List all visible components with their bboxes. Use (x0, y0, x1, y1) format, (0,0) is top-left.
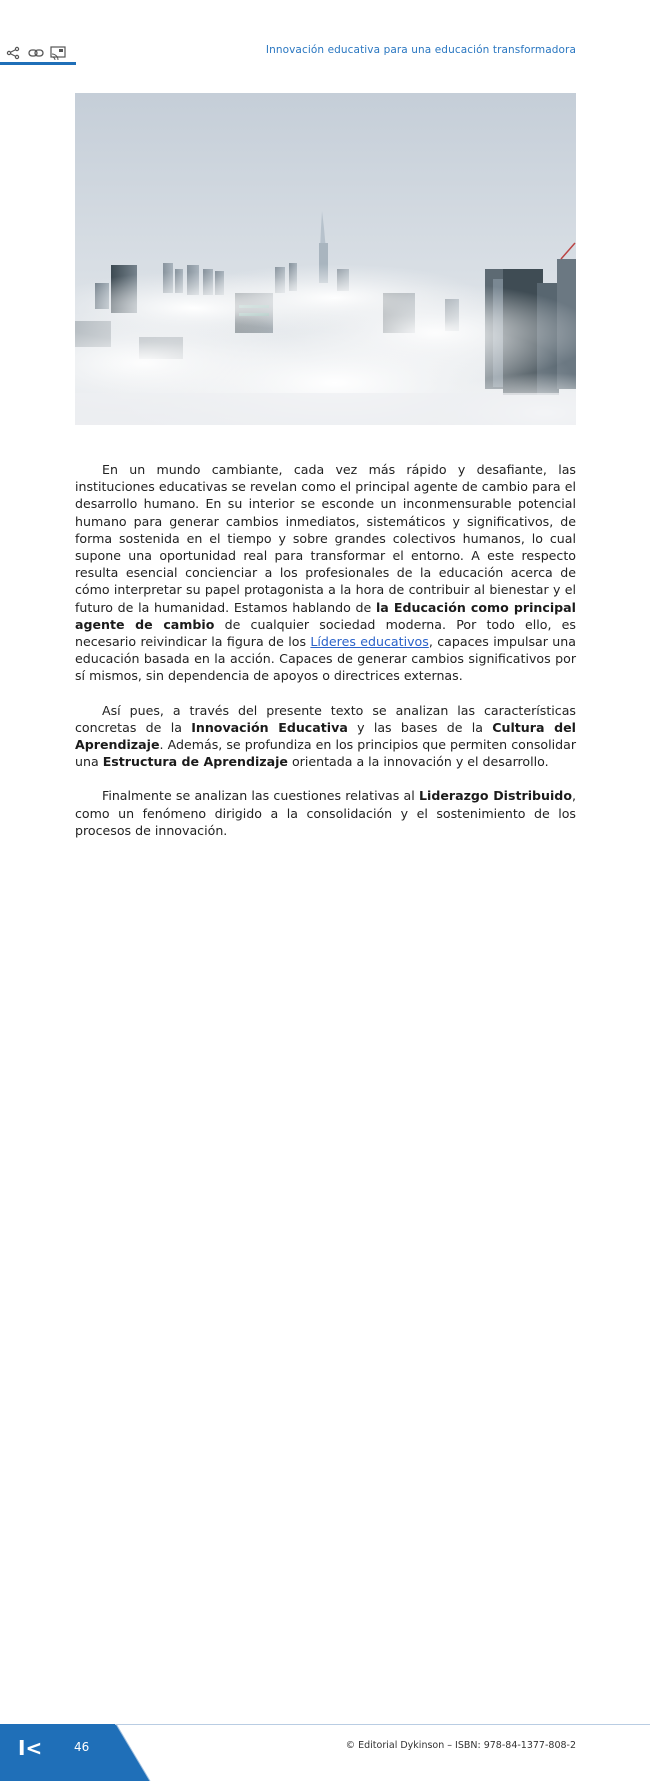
running-title: Innovación educativa para una educación transformadora (265, 44, 576, 56)
body-text (75, 461, 576, 856)
city-above-clouds-image (75, 93, 576, 425)
page-footer (0, 858, 650, 1760)
lideres-educativos-link[interactable]: Líderes educativos (310, 634, 429, 650)
bold-term: la Educación como principal agente de cambio (75, 599, 576, 632)
back-to-start-button[interactable]: I< (18, 1736, 43, 1760)
page-header (0, 0, 650, 70)
text-run: Así pues, a través del presente texto se analizan las características concretas de la (75, 702, 576, 735)
paragraph-3 (75, 787, 576, 839)
text-run: de cualquier sociedad moderna. Por todo ello, es necesario reivindicar la figura de los (75, 616, 576, 650)
text-run: , capaces impulsar una educación basada en la acción. Capaces de generar cambios significativos por sí mismos, sin dependencia de apoyos o directrices externas. (75, 634, 576, 684)
text-run: . Además, se profundiza en los principios que permiten consolidar una (75, 737, 576, 770)
bold-term: Innovación Educativa (191, 719, 348, 735)
text-run: y las bases de la (347, 719, 493, 735)
cast-icon[interactable] (50, 45, 66, 59)
share-icon[interactable] (6, 45, 22, 59)
text-run: Finalmente se analizan las cuestiones relativas al (102, 788, 419, 804)
text-run: En un mundo cambiante, cada vez más rápido y desafiante, las instituciones educativas se revelan como el principal agente de cambio para el desarrollo humano. En su interior se esconde un inconmensurable potencial humano para generar cambios inmediatos, sistemáticos y significativos, de forma sostenida en el tiempo y sobre grandes colectivos humanos, lo cual supone una oportunidad real para transformar el entorno. A este respecto resulta esencial concienciar a los profesionales de la educación acerca de cómo interpretar su papel protagonista a la hora de contribuir al bienestar y el futuro de la humanidad. Estamos hablando de (75, 462, 576, 615)
toolbar-underline (0, 62, 76, 65)
link-icon[interactable] (28, 45, 44, 59)
page-number: 46 (74, 1740, 90, 1754)
copyright-notice: © Editorial Dykinson – ISBN: 978-84-1377-808-2 (345, 1740, 576, 1751)
bold-term: Cultura del Aprendizaje (75, 719, 576, 753)
text-run: orientada a la innovación y el desarrollo. (287, 754, 549, 770)
bold-term: Liderazgo Distribuido (418, 788, 572, 804)
paragraph-2 (75, 702, 576, 771)
paragraph-1 (75, 461, 576, 685)
bold-term: Estructura de Aprendizaje (102, 754, 288, 770)
footer-line (115, 1724, 650, 1725)
toolbar (6, 45, 66, 59)
text-run: , como un fenómeno dirigido a la consolidación y el sostenimiento de los procesos de innovación. (75, 788, 576, 838)
